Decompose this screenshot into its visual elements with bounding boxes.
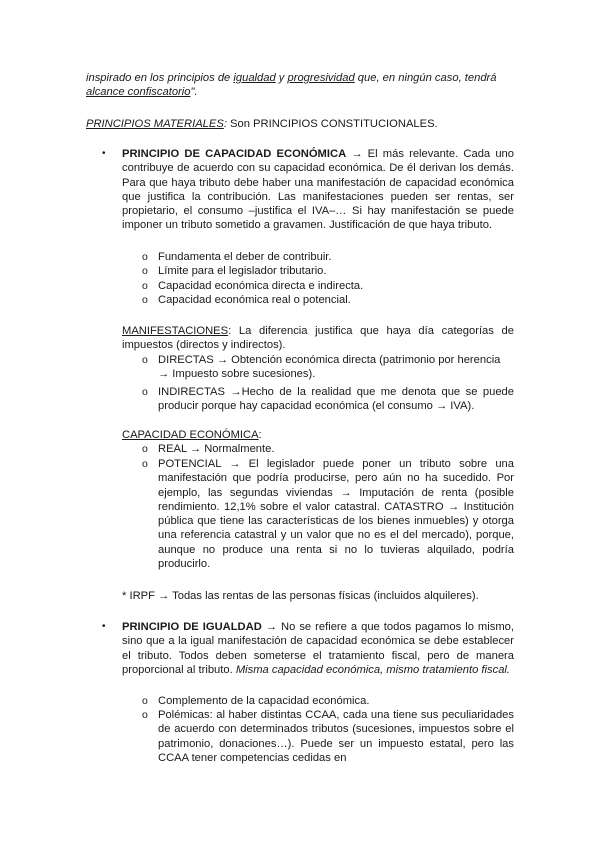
- igualdad-item: Polémicas: al haber distintas CCAA, cada una tiene sus peculiaridades de acuerdo con determinados tributos (sucesiones, impuestos sobre el patrimonio, donaciones…). Puede ser un impuesto estatal, pero las CCAA tener competencias cedidas en: [158, 709, 514, 764]
- igualdad-title: PRINCIPIO DE IGUALDAD: [122, 621, 262, 633]
- igualdad-paragraph: [122, 620, 514, 677]
- capacidad-body: → El más relevante. Cada uno contribuye de acuerdo con su capacidad económica. De él derivan los demás. Para que haya tributo debe haber una manifestación de capacidad económica que justifica la contribución. Las manifestaciones pueden ser rentas, ser propietario, el consumo –justifica el IVA–… Si hay manifestación se puede imponer un tributo sometido a gravamen. Justificación de que haya tributo.: [122, 148, 514, 232]
- colon: :: [223, 118, 227, 130]
- capacidad-economica-item: POTENCIAL → El legislador puede poner un tributo sobre una manifestación que podría producirse, pero aún no ha sucedido. Por ejemplo, las segundas viviendas → Imputación de renta (posible rendimiento. 12,1% sobre el valor catastral. CATASTRO → Institución pública que tiene las características de los bienes inmuebles) y otorga una referencia catastral y un valor que no es el del mercado), porque, aunque no produce una renta si no lo tuvieras alquilado, podría producirlo.: [158, 458, 514, 571]
- sub-bullet-icon: o: [142, 709, 148, 721]
- intro-igualdad: igualdad: [233, 72, 276, 84]
- sub-bullet-icon: o: [142, 265, 148, 277]
- sub-bullet-icon: o: [142, 386, 148, 398]
- capacidad-item: Capacidad económica real o potencial.: [158, 294, 351, 306]
- principios-materiales-label: PRINCIPIOS MATERIALES: [86, 118, 224, 130]
- sub-bullet-icon: o: [142, 443, 148, 455]
- intro-progresividad: progresividad: [287, 72, 355, 84]
- manifestaciones-text: : La diferencia justifica que haya día categorías de impuestos (directos y indirectos).: [122, 325, 514, 352]
- bullet-icon: •: [102, 621, 106, 632]
- intro-text: que, en ningún caso, tendrá: [354, 72, 497, 84]
- sub-bullet-icon: o: [142, 354, 148, 366]
- colon: :: [258, 429, 262, 441]
- igualdad-body-italic: Misma capacidad económica, mismo tratamiento fiscal.: [235, 663, 511, 676]
- capacidad-paragraph: [122, 147, 514, 233]
- capacidad-economica-label: CAPACIDAD ECONÓMICA: [122, 429, 259, 441]
- principios-materiales-text: Son PRINCIPIOS CONSTITUCIONALES.: [226, 118, 438, 130]
- capacidad-item: Fundamenta el deber de contribuir.: [158, 251, 332, 263]
- intro-line-1: [86, 71, 497, 85]
- sub-bullet-icon: o: [142, 458, 148, 470]
- intro-text: inspirado en los principios de: [86, 72, 234, 84]
- igualdad-item: Complemento de la capacidad económica.: [158, 695, 370, 707]
- intro-text: y: [275, 72, 288, 84]
- irpf-note: * IRPF → Todas las rentas de las personas físicas (incluidos alquileres).: [122, 590, 479, 602]
- manifestaciones-paragraph: [122, 324, 514, 353]
- manifestaciones-item: DIRECTAS → Obtención económica directa (patrimonio por herencia → Impuesto sobre sucesiones).: [158, 354, 501, 381]
- principios-materiales-heading: [86, 117, 438, 131]
- intro-confiscatorio: alcance confiscatorio: [86, 86, 191, 98]
- intro-text: ".: [190, 86, 198, 98]
- capacidad-title: PRINCIPIO DE CAPACIDAD ECONÓMICA: [122, 148, 347, 160]
- sub-bullet-icon: o: [142, 294, 148, 306]
- capacidad-item: Límite para el legislador tributario.: [158, 265, 327, 277]
- sub-bullet-icon: o: [142, 695, 148, 707]
- manifestaciones-label: MANIFESTACIONES: [122, 325, 229, 337]
- capacidad-economica-item: REAL → Normalmente.: [158, 443, 275, 455]
- sub-bullet-icon: o: [142, 280, 148, 292]
- bullet-icon: •: [102, 148, 106, 159]
- igualdad-body: → No se refiere a que todos pagamos lo mismo, sino que a la igual manifestación de capacidad económica se debe establecer el tributo. Todos deben someterse el tratamiento fiscal, pero de manera proporcional al tributo.: [122, 621, 514, 676]
- intro-line-2: [86, 85, 198, 99]
- capacidad-item: Capacidad económica directa e indirecta.: [158, 280, 364, 292]
- capacidad-economica-heading: [122, 428, 262, 442]
- manifestaciones-item: INDIRECTAS →Hecho de la realidad que me denota que se puede producir porque hay capacidad económica (el consumo → IVA).: [158, 386, 514, 413]
- sub-bullet-icon: o: [142, 251, 148, 263]
